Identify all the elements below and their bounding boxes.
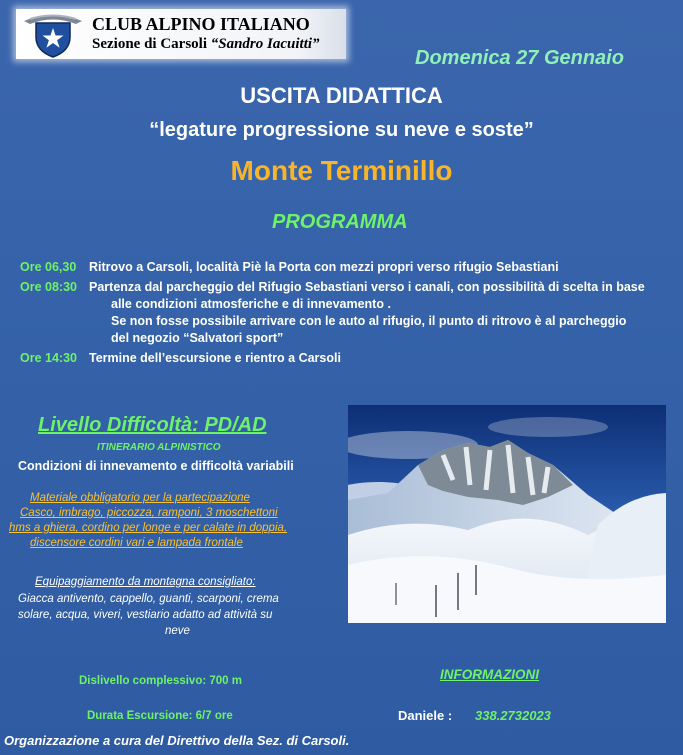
equipment-line-3: neve bbox=[165, 625, 190, 637]
material-line-2: Casco, imbrago, piccozza, ramponi, 3 moschettoni bbox=[20, 507, 278, 519]
program-line-2b: alle condizioni atmosferiche e di innevamento . bbox=[111, 297, 391, 311]
program-time-2: Ore 08:30 bbox=[20, 280, 77, 294]
material-line-1: Materiale obbligatorio per la partecipazione bbox=[30, 492, 250, 504]
club-section bbox=[92, 36, 320, 53]
material-line-4: discensore cordini vari e lampada frontale bbox=[30, 537, 243, 549]
section-name: “Sandro Iacuitti” bbox=[210, 36, 320, 52]
contact-name: Daniele : bbox=[398, 708, 453, 723]
section-prefix: Sezione di Carsoli bbox=[92, 36, 211, 52]
contact-phone: 338.2732023 bbox=[475, 708, 551, 723]
event-date: Domenica 27 Gennaio bbox=[415, 47, 624, 69]
program-time-3: Ore 14:30 bbox=[20, 351, 77, 365]
equipment-line-2: solare, acqua, viveri, vestiario adatto ad attività su bbox=[18, 609, 273, 621]
program-line-2c: Se non fosse possibile arrivare con le auto al rifugio, il punto di ritrovo è al parcheggio bbox=[111, 314, 627, 328]
hike-duration: Durata Escursione: 6/7 ore bbox=[87, 710, 233, 722]
program-line-1: Ritrovo a Carsoli, località Piè la Porta con mezzi propri verso rifugio Sebastiani bbox=[89, 260, 559, 274]
elevation-gain: Dislivello complessivo: 700 m bbox=[79, 675, 242, 687]
cai-emblem-icon bbox=[22, 7, 84, 59]
programma-heading: PROGRAMMA bbox=[272, 211, 408, 233]
itinerary-type: ITINERARIO ALPINISTICO bbox=[97, 442, 221, 453]
program-line-3: Termine dell’escursione e rientro a Carsoli bbox=[89, 351, 341, 365]
event-title: USCITA DIDATTICA bbox=[240, 83, 443, 108]
info-heading: INFORMAZIONI bbox=[440, 667, 539, 682]
event-subtitle: “legature progressione su neve e soste” bbox=[149, 119, 534, 141]
material-line-3: hms a ghiera, cordino per longe e per calate in doppia, bbox=[9, 522, 288, 534]
cai-header bbox=[16, 9, 346, 59]
equipment-title: Equipaggiamento da montagna consigliato: bbox=[35, 576, 256, 588]
mountain-name: Monte Terminillo bbox=[230, 155, 453, 186]
organization-note: Organizzazione a cura del Direttivo della Sez. di Carsoli. bbox=[4, 733, 350, 748]
mountain-photo bbox=[348, 405, 666, 623]
difficulty-level: Livello Difficoltà: PD/AD bbox=[38, 414, 267, 436]
conditions-text: Condizioni di innevamento e difficoltà variabili bbox=[18, 459, 294, 473]
program-line-2a: Partenza dal parcheggio del Rifugio Sebastiani verso i canali, con possibilità di scelta in base bbox=[89, 280, 645, 294]
club-name: CLUB ALPINO ITALIANO bbox=[92, 14, 310, 34]
program-line-2d: del negozio “Salvatori sport” bbox=[111, 331, 284, 345]
equipment-line-1: Giacca antivento, cappello, guanti, scarponi, crema bbox=[18, 593, 279, 605]
program-time-1: Ore 06,30 bbox=[20, 260, 77, 274]
